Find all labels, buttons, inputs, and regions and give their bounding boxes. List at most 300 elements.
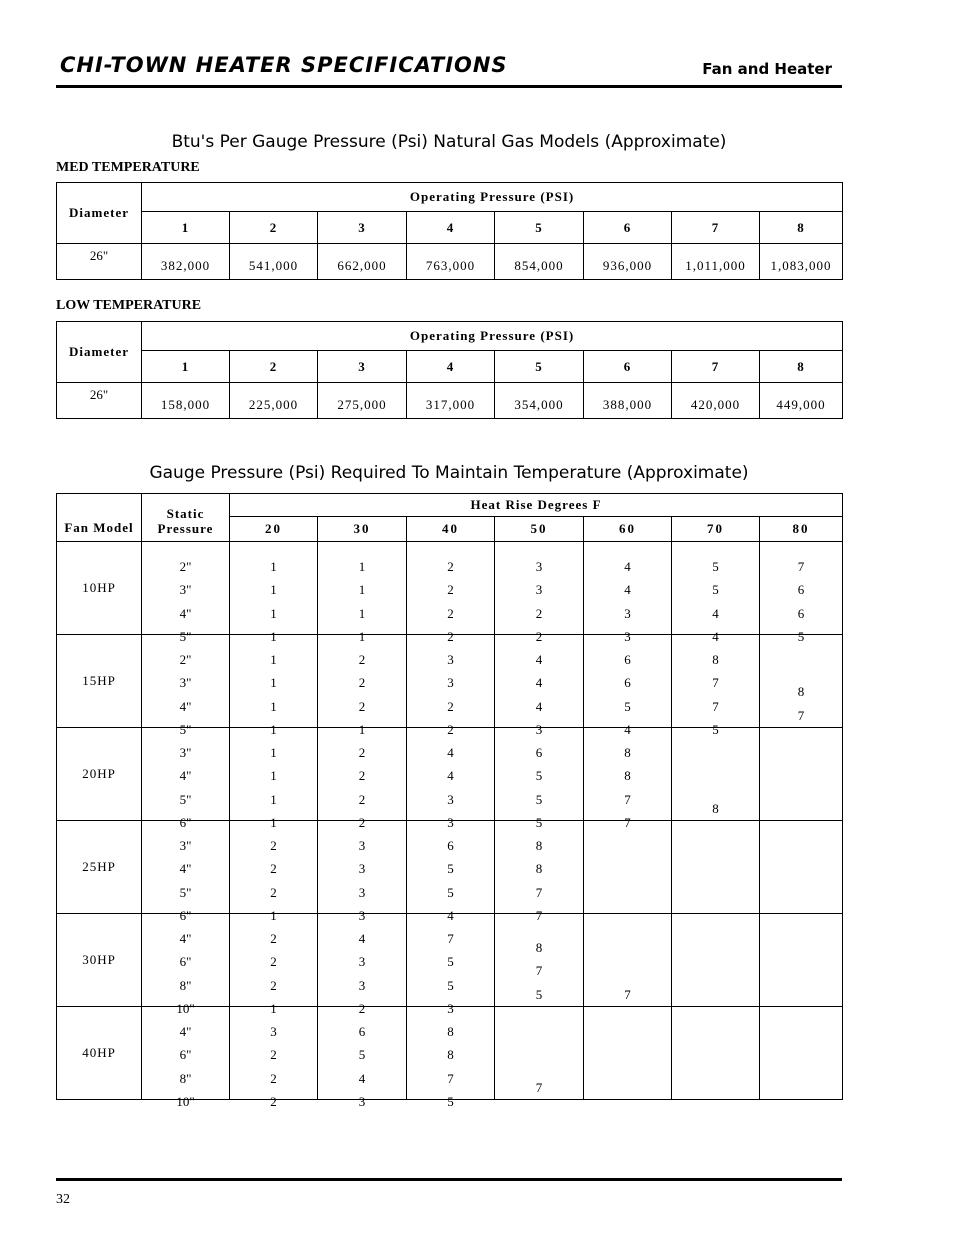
gauge-pressure-cell (584, 914, 672, 1007)
gauge-pressure-value: 5 (447, 861, 454, 877)
gauge-pressure-value: 1 (358, 559, 366, 574)
gauge-pressure-value: 7 (535, 884, 543, 900)
pressure-number-row (57, 212, 843, 244)
gauge-pressure-value: 1 (270, 628, 277, 644)
gauge-pressure-value: 3 (447, 814, 454, 830)
gauge-pressure-value: 2 (447, 582, 454, 598)
gauge-pressure-value: 3 (535, 721, 543, 737)
static-pressure-value: 5" (179, 721, 192, 737)
pressure-number: 7 (672, 212, 760, 244)
gauge-pressure-value: 5 (535, 814, 543, 830)
gauge-pressure-value (584, 946, 671, 965)
pressure-number: 2 (230, 351, 318, 383)
gauge-pressure-value: 1 (270, 698, 277, 714)
gauge-pressure-value (584, 1060, 671, 1080)
gauge-pressure-value: 2 (358, 652, 366, 667)
gauge-pressure-value (672, 1060, 759, 1080)
gauge-pressure-value (760, 800, 842, 820)
gauge-pressure-value: 1 (270, 559, 277, 574)
gauge-pressure-value: 3 (358, 861, 366, 877)
gauge-pressure-value: 3 (447, 652, 454, 667)
gauge-pressure-value (672, 778, 759, 797)
gauge-pressure-value (584, 893, 671, 913)
table-row (57, 635, 843, 728)
table-row (57, 244, 843, 280)
gauge-pressure-value: 5 (447, 954, 454, 970)
gauge-pressure-value (672, 834, 759, 854)
pressure-number: 2 (230, 212, 318, 244)
table-row (57, 914, 843, 1007)
gauge-pressure-value (584, 964, 671, 983)
gauge-pressure-value: 3 (624, 605, 631, 621)
gauge-pressure-value: 3 (447, 675, 454, 691)
fan-model-name: 25HP (57, 821, 142, 914)
gauge-pressure-value: 3 (447, 1000, 454, 1016)
pressure-number: 7 (672, 351, 760, 383)
table-row (57, 1007, 843, 1100)
static-pressure-value: 8" (179, 977, 192, 993)
static-pressure-cell (142, 635, 230, 737)
gauge-pressure-value: 3 (358, 954, 366, 970)
pressure-number: 4 (407, 212, 495, 244)
pressure-number: 3 (318, 351, 407, 383)
gauge-pressure-value: 8 (624, 745, 631, 760)
gauge-pressure-value: 2 (447, 559, 454, 574)
btu-value: 275,000 (318, 383, 407, 419)
gauge-pressure-value (760, 874, 842, 894)
gauge-pressure-value (672, 1020, 759, 1040)
gauge-pressure-value: 5 (624, 698, 631, 714)
gauge-pressure-value (672, 854, 759, 874)
gauge-pressure-value (584, 834, 671, 854)
gauge-pressure-cell (760, 821, 843, 914)
gauge-pressure-value (672, 986, 759, 1006)
gauge-pressure-cell (495, 1007, 584, 1100)
gauge-pressure-value: 2 (358, 814, 366, 830)
gauge-pressure-cell (672, 635, 760, 737)
gauge-pressure-cell (407, 1007, 495, 1109)
gauge-pressure-cell (584, 821, 672, 914)
table-row (57, 542, 843, 635)
gauge-pressure-value: 8 (797, 684, 805, 700)
fan-model-name: 40HP (57, 1007, 142, 1100)
gauge-pressure-value: 8 (535, 940, 543, 956)
gauge-pressure-value: 2 (270, 931, 277, 946)
pressure-number: 8 (760, 212, 843, 244)
gauge-pressure-value: 6 (447, 838, 454, 853)
gauge-pressure-value: 2 (270, 954, 277, 970)
gauge-pressure-table (56, 493, 843, 1109)
static-pressure-value: 3" (179, 582, 192, 598)
gauge-pressure-cell (230, 914, 318, 1016)
gauge-pressure-value: 4 (535, 698, 543, 714)
gauge-pressure-cell (760, 542, 843, 644)
gauge-pressure-cell (407, 914, 495, 1016)
gauge-pressure-value: 5 (447, 884, 454, 900)
gauge-pressure-cell (584, 635, 672, 737)
gauge-section-title: Gauge Pressure (Psi) Required To Maintain Temperature (Approximate) (149, 463, 749, 483)
gauge-pressure-value: 7 (797, 559, 805, 574)
gauge-pressure-value: 5 (447, 1093, 454, 1109)
gauge-pressure-value: 3 (358, 907, 366, 923)
gauge-pressure-cell (495, 914, 584, 1007)
gauge-pressure-value: 2 (270, 884, 277, 900)
gauge-pressure-value: 7 (624, 814, 631, 830)
gauge-pressure-value (672, 741, 759, 760)
gauge-pressure-value: 7 (447, 1070, 454, 1086)
pressure-number: 8 (760, 351, 843, 383)
gauge-pressure-value (760, 1060, 842, 1080)
gauge-pressure-value: 4 (624, 559, 631, 574)
gauge-pressure-value: 3 (358, 884, 366, 900)
gauge-pressure-cell (318, 914, 407, 1016)
btu-value: 1,011,000 (672, 244, 760, 280)
gauge-pressure-cell (230, 635, 318, 737)
static-pressure-value: 5" (179, 791, 192, 807)
static-pressure-cell (142, 914, 230, 1016)
heat-rise-degree: 60 (584, 517, 672, 542)
section-subtitle: Fan and Heater (702, 60, 832, 78)
heat-rise-degree: 50 (495, 517, 584, 542)
gauge-pressure-value: 2 (447, 628, 454, 644)
gauge-pressure-value: 1 (270, 675, 277, 691)
diameter-header: Diameter (57, 322, 142, 383)
pressure-number: 6 (584, 351, 672, 383)
gauge-pressure-cell (495, 542, 584, 644)
gauge-pressure-value: 6 (358, 1024, 366, 1039)
fan-model-name: 10HP (57, 542, 142, 635)
gauge-pressure-value: 5 (535, 986, 543, 1002)
gauge-pressure-value: 7 (535, 963, 543, 979)
static-pressure-value: 4" (179, 605, 192, 621)
static-pressure-value: 6" (179, 814, 192, 830)
static-pressure-cell (142, 1007, 230, 1109)
gauge-pressure-value: 8 (712, 652, 719, 667)
gauge-pressure-value: 5 (797, 628, 805, 644)
static-pressure-cell (142, 821, 230, 923)
gauge-pressure-value: 3 (447, 791, 454, 807)
diameter-header: Diameter (57, 183, 142, 244)
gauge-pressure-cell (318, 1007, 407, 1109)
gauge-pressure-value (760, 648, 842, 664)
gauge-pressure-value (584, 874, 671, 894)
gauge-pressure-value (584, 927, 671, 946)
btu-value: 158,000 (142, 383, 230, 419)
gauge-pressure-value: 4 (712, 605, 719, 621)
gauge-pressure-value: 7 (624, 986, 631, 1002)
static-pressure-value: 6" (179, 1047, 192, 1063)
gauge-pressure-value (495, 1057, 583, 1076)
gauge-pressure-value: 1 (270, 721, 277, 737)
pressure-number: 1 (142, 212, 230, 244)
btu-value: 449,000 (760, 383, 843, 419)
gauge-pressure-value: 7 (535, 907, 543, 923)
static-pressure-value: 3" (179, 675, 192, 691)
gauge-pressure-value: 2 (270, 1047, 277, 1063)
btu-value: 936,000 (584, 244, 672, 280)
page-header (56, 52, 842, 88)
gauge-pressure-value: 2 (447, 605, 454, 621)
gauge-pressure-value (760, 781, 842, 801)
static-pressure-label-line2: Pressure (157, 521, 214, 536)
gauge-pressure-value (760, 834, 842, 854)
gauge-pressure-value (584, 854, 671, 874)
gauge-pressure-value: 8 (624, 768, 631, 784)
heat-rise-header: Heat Rise Degrees F (230, 494, 843, 517)
gauge-pressure-value: 2 (270, 1093, 277, 1109)
gauge-pressure-value: 1 (270, 1000, 277, 1016)
btu-value: 225,000 (230, 383, 318, 419)
gauge-pressure-value: 2 (358, 698, 366, 714)
static-pressure-cell (142, 728, 230, 830)
btu-section-title: Btu's Per Gauge Pressure (Psi) Natural Gas Models (Approximate) (171, 132, 727, 152)
footer-rule (56, 1178, 842, 1181)
gauge-pressure-value (760, 664, 842, 680)
gauge-pressure-value: 6 (797, 582, 805, 598)
static-pressure-value: 5" (179, 628, 192, 644)
static-pressure-value: 8" (179, 1070, 192, 1086)
gauge-pressure-value: 5 (712, 721, 719, 737)
gauge-pressure-value: 4 (447, 907, 454, 923)
static-pressure-value: 4" (179, 698, 192, 714)
low-temperature-label: LOW TEMPERATURE (56, 298, 202, 313)
static-pressure-value: 4" (179, 931, 192, 946)
gauge-pressure-cell (760, 728, 843, 821)
gauge-pressure-value: 5 (447, 977, 454, 993)
gauge-pressure-value: 1 (358, 582, 366, 598)
gauge-pressure-value: 1 (358, 628, 366, 644)
pressure-number-row (57, 351, 843, 383)
gauge-pressure-value: 6 (624, 652, 631, 667)
gauge-pressure-value: 3 (535, 559, 543, 574)
gauge-pressure-value (495, 1020, 583, 1039)
operating-pressure-header: Operating Pressure (PSI) (142, 322, 843, 351)
gauge-pressure-value (672, 893, 759, 913)
static-pressure-value: 5" (179, 884, 192, 900)
heat-rise-degree: 20 (230, 517, 318, 542)
gauge-pressure-value: 3 (624, 628, 631, 644)
gauge-pressure-value (760, 761, 842, 781)
static-pressure-value: 4" (179, 861, 192, 877)
gauge-pressure-cell (760, 635, 843, 728)
gauge-pressure-cell (760, 914, 843, 1007)
gauge-pressure-cell (407, 635, 495, 737)
gauge-pressure-value: 8 (447, 1024, 454, 1039)
gauge-pressure-value (495, 927, 583, 936)
diameter-value: 26" (57, 244, 142, 280)
static-pressure-value: 2" (179, 559, 192, 574)
pressure-number: 6 (584, 212, 672, 244)
pressure-number: 5 (495, 212, 584, 244)
gauge-pressure-value (672, 927, 759, 947)
static-pressure-value: 6" (179, 907, 192, 923)
gauge-pressure-value: 2 (535, 605, 543, 621)
pressure-number: 4 (407, 351, 495, 383)
btu-value: 1,083,000 (760, 244, 843, 280)
gauge-pressure-cell (230, 542, 318, 644)
gauge-pressure-value (672, 874, 759, 894)
gauge-pressure-cell (318, 635, 407, 737)
static-pressure-value: 3" (179, 745, 192, 760)
gauge-pressure-value: 7 (447, 931, 454, 946)
gauge-pressure-cell (495, 821, 584, 923)
page-title: CHI-TOWN HEATER SPECIFICATIONS (60, 53, 508, 77)
pressure-number: 5 (495, 351, 584, 383)
gauge-pressure-value: 6 (624, 675, 631, 691)
btu-value: 382,000 (142, 244, 230, 280)
table-row (57, 728, 843, 821)
heat-rise-degree: 30 (318, 517, 407, 542)
gauge-pressure-value: 2 (447, 721, 454, 737)
gauge-pressure-cell (584, 542, 672, 644)
btu-value: 854,000 (495, 244, 584, 280)
btu-value: 420,000 (672, 383, 760, 419)
gauge-pressure-value (760, 893, 842, 913)
gauge-pressure-cell (230, 821, 318, 923)
gauge-pressure-value: 1 (270, 745, 277, 760)
gauge-pressure-value: 2 (270, 977, 277, 993)
gauge-pressure-value (672, 947, 759, 967)
gauge-pressure-value (760, 741, 842, 761)
gauge-pressure-value: 2 (447, 698, 454, 714)
gauge-pressure-value: 1 (270, 652, 277, 667)
gauge-pressure-value: 4 (535, 652, 543, 667)
table-row (57, 821, 843, 914)
btu-value: 388,000 (584, 383, 672, 419)
static-pressure-value: 2" (179, 652, 192, 667)
gauge-pressure-value: 2 (358, 791, 366, 807)
gauge-pressure-value (760, 854, 842, 874)
gauge-pressure-cell (318, 728, 407, 830)
gauge-pressure-value: 5 (535, 768, 543, 784)
pressure-number: 3 (318, 212, 407, 244)
table-row (57, 383, 843, 419)
operating-pressure-header: Operating Pressure (PSI) (142, 183, 843, 212)
gauge-pressure-value (584, 1040, 671, 1060)
gauge-pressure-value (760, 947, 842, 967)
gauge-pressure-cell (318, 542, 407, 644)
gauge-pressure-value: 7 (535, 1079, 543, 1095)
gauge-pressure-cell (495, 635, 584, 737)
gauge-pressure-value (760, 1079, 842, 1099)
gauge-pressure-cell (407, 728, 495, 830)
diameter-value: 26" (57, 383, 142, 419)
gauge-pressure-value: 8 (535, 861, 543, 877)
gauge-pressure-value (672, 1079, 759, 1099)
gauge-pressure-value (760, 1020, 842, 1040)
static-pressure-cell (142, 542, 230, 644)
gauge-pressure-value: 3 (358, 1093, 366, 1109)
gauge-pressure-cell (584, 1007, 672, 1100)
static-pressure-value: 4" (179, 1024, 192, 1039)
gauge-pressure-value: 2 (270, 838, 277, 853)
gauge-pressure-value: 2 (358, 1000, 366, 1016)
gauge-pressure-value: 3 (358, 977, 366, 993)
gauge-pressure-value: 7 (797, 707, 805, 723)
gauge-pressure-value: 1 (270, 582, 277, 598)
gauge-pressure-value: 8 (712, 800, 719, 816)
gauge-pressure-value: 7 (712, 675, 719, 691)
gauge-pressure-cell (672, 821, 760, 914)
btu-value: 763,000 (407, 244, 495, 280)
gauge-pressure-value: 2 (358, 675, 366, 691)
pressure-number: 1 (142, 351, 230, 383)
med-temperature-label: MED TEMPERATURE (56, 160, 200, 175)
btu-value: 662,000 (318, 244, 407, 280)
gauge-table-body (57, 542, 843, 1109)
gauge-pressure-value: 7 (712, 698, 719, 714)
gauge-pressure-value (760, 1040, 842, 1060)
gauge-pressure-value (760, 986, 842, 1006)
gauge-pressure-value: 1 (358, 721, 366, 737)
gauge-pressure-value: 4 (535, 675, 543, 691)
gauge-pressure-value: 6 (535, 745, 543, 760)
gauge-pressure-value: 5 (712, 559, 719, 574)
static-pressure-value: 6" (179, 954, 192, 970)
gauge-pressure-cell (760, 1007, 843, 1100)
btu-value: 354,000 (495, 383, 584, 419)
static-pressure-value: 10" (176, 1000, 195, 1016)
gauge-pressure-value: 7 (624, 791, 631, 807)
gauge-pressure-cell (672, 914, 760, 1007)
gauge-pressure-value: 2 (358, 745, 366, 760)
static-pressure-value: 3" (179, 838, 192, 853)
gauge-pressure-value: 1 (270, 605, 277, 621)
heat-rise-degree: 80 (760, 517, 843, 542)
fan-model-header: Fan Model (57, 494, 142, 542)
gauge-pressure-value (672, 967, 759, 987)
static-pressure-header (142, 494, 230, 542)
gauge-pressure-cell (230, 1007, 318, 1109)
gauge-pressure-value: 3 (358, 838, 366, 853)
gauge-pressure-value (760, 967, 842, 987)
heat-rise-degree: 70 (672, 517, 760, 542)
gauge-pressure-cell (584, 728, 672, 830)
static-pressure-value: 4" (179, 768, 192, 784)
gauge-pressure-value: 2 (535, 628, 543, 644)
gauge-pressure-value: 4 (447, 768, 454, 784)
gauge-pressure-value: 2 (270, 861, 277, 877)
gauge-pressure-value: 4 (712, 628, 719, 644)
static-pressure-value: 10" (176, 1093, 195, 1109)
gauge-pressure-value (584, 1020, 671, 1040)
fan-model-name: 20HP (57, 728, 142, 821)
gauge-pressure-value: 5 (712, 582, 719, 598)
gauge-pressure-value: 4 (447, 745, 454, 760)
btu-value: 541,000 (230, 244, 318, 280)
gauge-pressure-cell (407, 821, 495, 923)
fan-model-name: 15HP (57, 635, 142, 728)
gauge-pressure-cell (230, 728, 318, 830)
gauge-pressure-value: 3 (535, 582, 543, 598)
gauge-pressure-value: 3 (270, 1024, 277, 1039)
gauge-pressure-value: 4 (624, 582, 631, 598)
gauge-pressure-value: 2 (270, 1070, 277, 1086)
gauge-pressure-value: 4 (358, 1070, 366, 1086)
gauge-pressure-cell (495, 728, 584, 830)
gauge-pressure-value: 1 (270, 814, 277, 830)
gauge-pressure-value: 5 (358, 1047, 366, 1063)
med-temperature-table (56, 182, 843, 280)
gauge-pressure-value: 4 (358, 931, 366, 946)
gauge-pressure-value: 1 (270, 768, 277, 784)
fan-model-name: 30HP (57, 914, 142, 1007)
page-number: 32 (56, 1192, 70, 1207)
static-pressure-label-line1: Static (166, 506, 205, 521)
btu-value: 317,000 (407, 383, 495, 419)
gauge-pressure-value: 1 (270, 907, 277, 923)
gauge-pressure-value: 2 (358, 768, 366, 784)
